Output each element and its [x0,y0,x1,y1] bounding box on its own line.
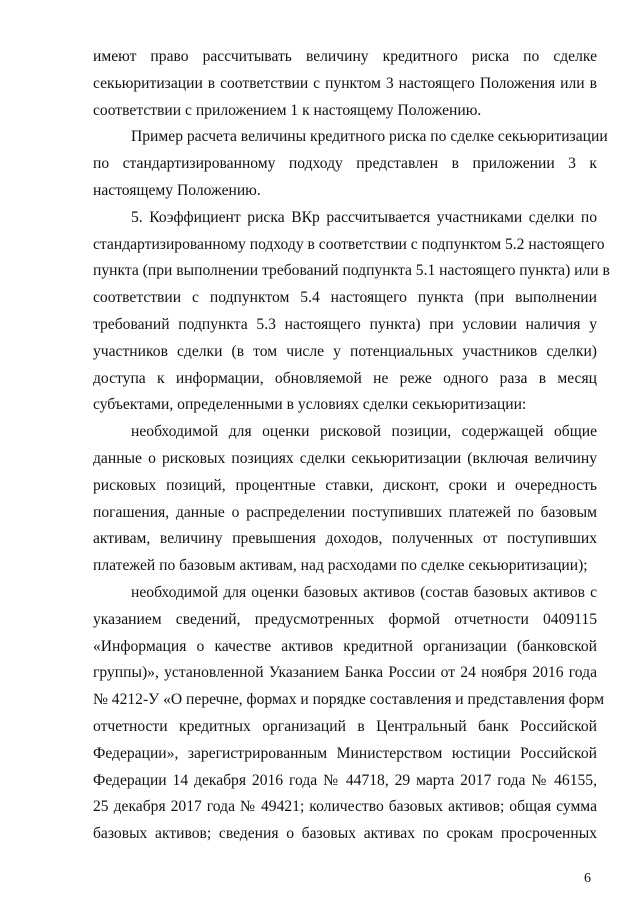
text-line: секьюритизации в соответствии с пунктом 3 настоящего Положения или в [93,74,597,92]
paragraph-example [93,124,608,204]
text-line: настоящему Положению. [93,181,261,199]
text-line: Федерации», зарегистрированным Министерством юстиции Российской [93,744,597,762]
text-line: участников сделки (в том числе у потенциальных участников сделки) [93,342,597,360]
text-line: отчетности кредитных организаций в Центральный банк Российской [93,717,597,735]
paragraph-risk-position-info [93,419,597,580]
text-line: активам, величину превышения доходов, полученных от поступивших [93,530,597,548]
text-line: Пример расчета величины кредитного риска по сделке секьюритизации [131,128,608,146]
document-page [93,44,610,848]
text-line: по стандартизированному подходу представлен в приложении 3 к [93,155,597,173]
text-line: данные о рисковых позициях сделки секьюритизации (включая величину [93,449,597,467]
text-line: рисковых позиций, процентные ставки, дисконт, сроки и очередность [93,476,597,494]
text-line: пункта (при выполнении требований подпункта 5.1 настоящего пункта) или в [93,262,610,280]
text-line: необходимой для оценки базовых активов (состав базовых активов с [131,583,597,601]
text-line: соответствии с приложением 1 к настоящему Положению. [93,101,482,119]
text-line: указанием сведений, предусмотренных формой отчетности 0409115 [93,610,597,628]
text-line: доступа к информации, обновляемой не реже одного раза в месяц [93,369,597,387]
text-line: № 4212-У «О перечне, формах и порядке составления и представления форм [93,691,605,709]
text-line: соответствии с подпунктом 5.4 настоящего пункта (при выполнении [93,289,597,307]
text-line: необходимой для оценки рисковой позиции, содержащей общие [131,423,597,441]
text-line: Федерации 14 декабря 2016 года № 44718, 29 марта 2017 года № 46155, [93,771,597,789]
text-line: 25 декабря 2017 года № 49421; количество базовых активов; общая сумма [93,798,597,816]
page-number: 6 [584,871,591,886]
text-line: группы)», установленной Указанием Банка России от 24 ноября 2016 года [93,664,597,682]
text-line: требований подпункта 5.3 настоящего пункта) при условии наличия у [93,315,597,333]
paragraph-item-5 [93,205,610,419]
text-line: 5. Коэффициент риска ВКр рассчитывается участниками сделки по [131,208,597,226]
paragraph-continuation [93,44,597,124]
text-line: погашения, данные о распределении поступивших платежей по базовым [93,503,597,521]
text-line: платежей по базовым активам, над расходами по сделке секьюритизации); [93,557,588,575]
text-line: «Информация о качестве активов кредитной организации (банковской [93,637,597,655]
text-line: стандартизированному подходу в соответствии с подпунктом 5.2 настоящего [93,235,605,253]
text-line: имеют право рассчитывать величину кредитного риска по сделке [93,48,597,65]
paragraph-base-assets-info [93,580,605,848]
text-line: базовых активов; сведения о базовых активах по срокам просроченных [93,825,597,843]
text-line: субъектами, определенными в условиях сделки секьюритизации: [93,396,527,414]
